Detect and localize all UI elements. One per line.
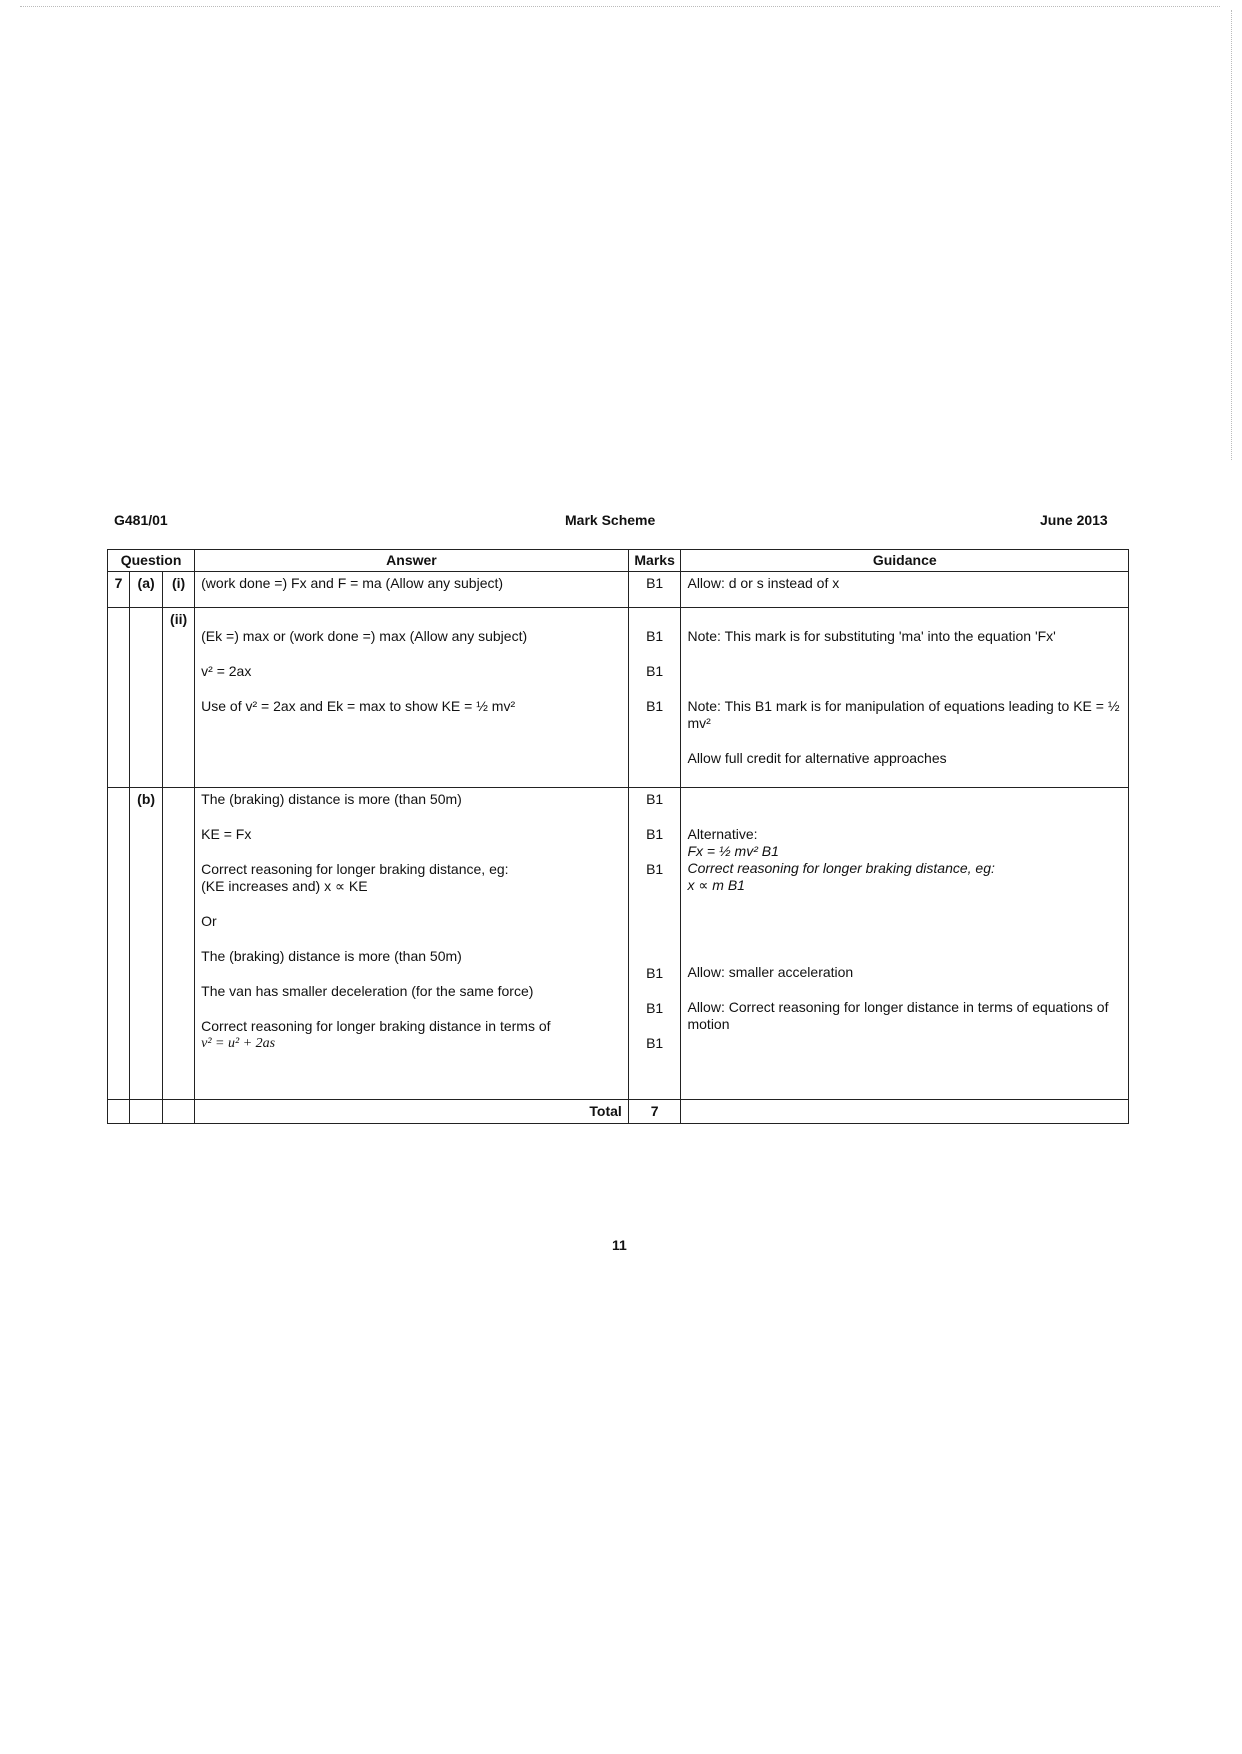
question-subpart <box>163 1100 195 1124</box>
guidance-line: Correct reasoning for longer braking distance, eg: <box>687 860 995 876</box>
answer-cell <box>195 572 629 608</box>
guidance-line: Allow full credit for alternative approaches <box>687 750 947 766</box>
total-value: 7 <box>628 1100 681 1124</box>
page-number: 11 <box>612 1237 627 1253</box>
answer-line: v² = 2ax <box>201 663 252 679</box>
header-marks: Marks <box>628 550 681 572</box>
mark: B1 <box>646 791 664 807</box>
guidance-line: x ∝ m B1 <box>687 877 745 893</box>
question-number <box>108 788 130 1100</box>
guidance-cell <box>681 1100 1129 1124</box>
answer-line: The van has smaller deceleration (for the same force) <box>201 983 534 999</box>
answer-line: (KE increases and) x ∝ KE <box>201 878 368 894</box>
answer-line: Use of v² = 2ax and Ek = max to show KE = ½ mv² <box>201 698 516 714</box>
question-number <box>108 608 130 788</box>
mark: B1 <box>646 663 664 679</box>
guidance-cell <box>681 788 1129 1100</box>
answer-line: The (braking) distance is more (than 50m) <box>201 791 462 807</box>
mark: B1 <box>646 1035 664 1051</box>
answer-cell <box>195 608 629 788</box>
question-part <box>130 1100 163 1124</box>
guidance-cell <box>681 572 1129 608</box>
guidance-line: Allow: d or s instead of x <box>687 575 840 591</box>
guidance-line: Allow: Correct reasoning for longer distance in terms of equations of motion <box>687 999 1109 1032</box>
table-row <box>108 572 1129 608</box>
mark: B1 <box>646 1000 664 1016</box>
guidance-line: Note: This B1 mark is for manipulation of equations leading to KE = ½ mv² <box>687 698 1120 731</box>
header-answer: Answer <box>195 550 629 572</box>
answer-cell <box>195 788 629 1100</box>
guidance-line: Allow: smaller acceleration <box>687 964 854 980</box>
mark: B1 <box>646 965 664 981</box>
question-number <box>108 1100 130 1124</box>
mark-cell <box>628 788 681 1100</box>
total-row <box>108 1100 1129 1124</box>
mark-cell <box>628 608 681 788</box>
table-header-row <box>108 550 1129 572</box>
answer-line: KE = Fx <box>201 826 252 842</box>
question-part: (a) <box>130 572 163 608</box>
guidance-line: Note: This mark is for substituting 'ma' into the equation 'Fx' <box>687 628 1056 644</box>
scan-artifact-edge <box>1231 10 1234 460</box>
table-row <box>108 788 1129 1100</box>
question-part <box>130 608 163 788</box>
header-question: Question <box>108 550 195 572</box>
answer-line: Or <box>201 913 217 929</box>
answer-line: (work done =) Fx and F = ma (Allow any subject) <box>201 575 504 591</box>
answer-line: v² = u² + 2as <box>201 1036 276 1051</box>
mark-cell <box>628 572 681 608</box>
document-code: G481/01 <box>114 512 168 528</box>
scan-artifact-top <box>20 6 1220 9</box>
header-guidance: Guidance <box>681 550 1129 572</box>
mark: B1 <box>646 628 664 644</box>
answer-line: (Ek =) max or (work done =) max (Allow any subject) <box>201 628 528 644</box>
total-label: Total <box>195 1100 629 1124</box>
question-subpart: (ii) <box>163 608 195 788</box>
question-number: 7 <box>108 572 130 608</box>
mark-scheme-table <box>107 549 1129 1124</box>
document-title: Mark Scheme <box>565 512 656 528</box>
mark: B1 <box>646 861 664 877</box>
question-subpart <box>163 788 195 1100</box>
guidance-line: Alternative: <box>687 826 758 842</box>
guidance-line: Fx = ½ mv² B1 <box>687 843 779 859</box>
mark: B1 <box>646 575 664 591</box>
table-row <box>108 608 1129 788</box>
mark: B1 <box>646 698 664 714</box>
answer-line: Correct reasoning for longer braking distance, eg: <box>201 861 509 877</box>
question-subpart: (i) <box>163 572 195 608</box>
mark: B1 <box>646 826 664 842</box>
answer-line: The (braking) distance is more (than 50m) <box>201 948 462 964</box>
question-part: (b) <box>130 788 163 1100</box>
document-date: June 2013 <box>1040 512 1108 528</box>
answer-line: Correct reasoning for longer braking distance in terms of <box>201 1018 551 1034</box>
guidance-cell <box>681 608 1129 788</box>
